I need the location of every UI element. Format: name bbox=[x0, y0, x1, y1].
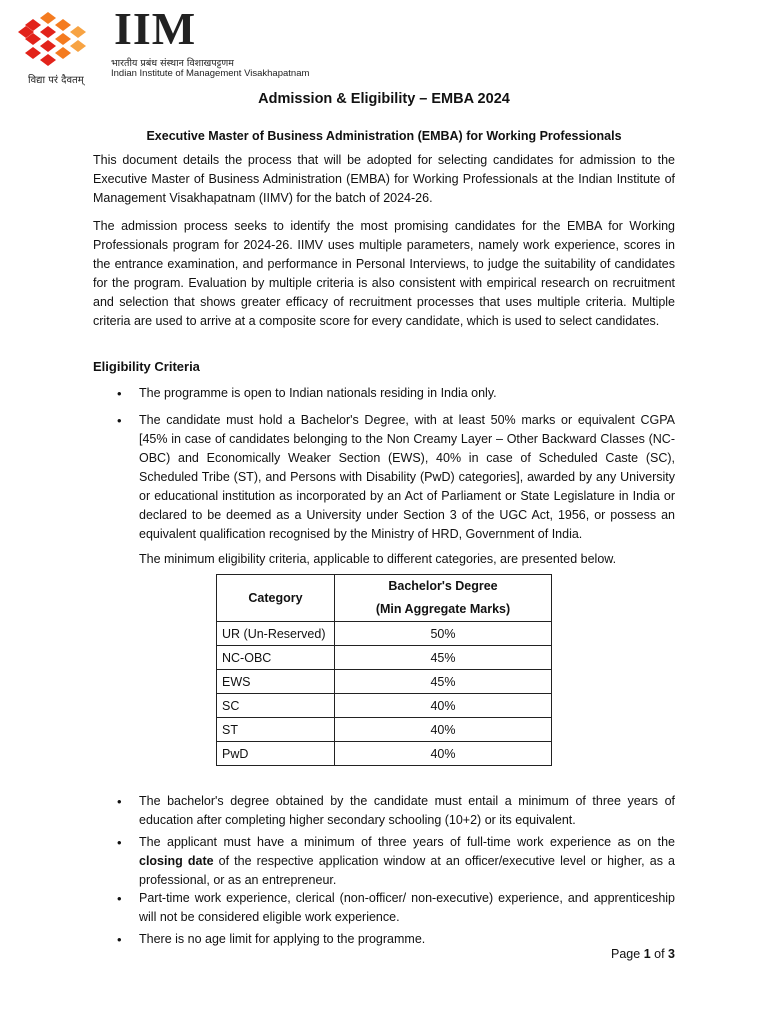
bullet-item-work-experience bbox=[139, 833, 675, 890]
institute-name-english: Indian Institute of Management Visakhapatnam bbox=[111, 68, 310, 79]
bullet-item: • There is no age limit for applying to the programme. bbox=[139, 930, 675, 949]
page-current: 1 bbox=[643, 947, 651, 961]
table-cell-category: NC-OBC bbox=[217, 646, 335, 670]
table-cell-category: EWS bbox=[217, 670, 335, 694]
bullet-text: of the respective application window at an officer/executive level or higher, as a professional, or as an entrepreneur. bbox=[139, 854, 675, 887]
table-row bbox=[217, 742, 552, 766]
table-cell-marks: 40% bbox=[335, 694, 552, 718]
page-number bbox=[611, 947, 675, 961]
table-row bbox=[217, 670, 552, 694]
table-header-degree-line1: Bachelor's Degree bbox=[388, 579, 498, 593]
table-cell-marks: 45% bbox=[335, 646, 552, 670]
page-total: 3 bbox=[668, 947, 675, 961]
page-label: Page bbox=[611, 947, 641, 961]
table-cell-marks: 45% bbox=[335, 670, 552, 694]
min-criteria-text: The minimum eligibility criteria, applicable to different categories, are presented below. bbox=[139, 552, 617, 566]
table-row bbox=[217, 718, 552, 742]
document-title: Admission & Eligibility – EMBA 2024 bbox=[258, 91, 510, 107]
iim-logo-icon bbox=[14, 8, 104, 68]
intro-paragraph: This document details the process that will be adopted for selecting candidates for admission to the Executive Master of Business Administration (EMBA) for Working Professionals at the Indian Institute of Management Visakhapatnam (IIMV) for the batch of 2024-26. bbox=[93, 153, 675, 205]
bullet-item: • The bachelor's degree obtained by the candidate must entail a minimum of three years of education after completing higher secondary schooling (10+2) or its equivalent. bbox=[139, 792, 675, 830]
admission-process-paragraph: The admission process seeks to identify the most promising candidates for the EMBA for Working Professionals program for 2024-26. IIMV uses multiple parameters, namely work experience, scores in the entrance examination, and performance in Personal Interviews, to judge the suitability of candidates for the program. Evaluation by multiple criteria is also consistent with empirical research on recruitment and selection that shows greater efficacy of recruitment processes that uses multiple criteria. Multiple criteria are used to arrive at a composite score for every candidate, which is used to select candidates. bbox=[93, 219, 675, 328]
institute-motto: विद्या परं दैवतम् bbox=[28, 75, 84, 86]
iim-wordmark: IIM bbox=[114, 3, 197, 54]
section-heading-eligibility: Eligibility Criteria bbox=[93, 359, 200, 374]
table-header-degree bbox=[335, 575, 552, 622]
table-cell-category: ST bbox=[217, 718, 335, 742]
institute-header bbox=[14, 3, 344, 88]
bullet-item: • The candidate must hold a Bachelor's Degree, with at least 50% marks or equivalent CGPA [45% in case of candidates belonging to the Non Creamy Layer – Other Backward Classes (NC-OBC) and Economically Weaker Section (EWS), 40% in case of Scheduled Caste (SC), Scheduled Tribe (ST), and Persons with Disability (PwD) categories], awarded by any University or educational institution as incorporated by an Act of Parliament or State Legislature in India or declared to be deemed as a University under Section 3 of the UGC Act, 1956, or possess an equivalent qualification recognised by the Ministry of HRD, Government of India. bbox=[139, 411, 675, 544]
table-cell-marks: 40% bbox=[335, 718, 552, 742]
table-row bbox=[217, 622, 552, 646]
bullet-item: • Part-time work experience, clerical (non-officer/ non-executive) experience, and apprenticeship will not be considered eligible work experience. bbox=[139, 889, 675, 927]
document-subtitle: Executive Master of Business Administration (EMBA) for Working Professionals bbox=[146, 129, 622, 143]
closing-date-emphasis: closing date bbox=[139, 854, 214, 868]
institute-name-hindi: भारतीय प्रबंध संस्थान विशाखपट्टणम bbox=[111, 58, 234, 69]
table-row bbox=[217, 646, 552, 670]
table-header-degree-line2: (Min Aggregate Marks) bbox=[375, 602, 511, 616]
table-row bbox=[217, 694, 552, 718]
table-cell-category: UR (Un-Reserved) bbox=[217, 622, 335, 646]
bullet-item: • The programme is open to Indian nationals residing in India only. bbox=[139, 384, 675, 403]
table-cell-category: PwD bbox=[217, 742, 335, 766]
table-cell-marks: 40% bbox=[335, 742, 552, 766]
bullet-text: The applicant must have a minimum of three years of full-time work experience as on the bbox=[139, 835, 675, 849]
table-cell-category: SC bbox=[217, 694, 335, 718]
table-cell-marks: 50% bbox=[335, 622, 552, 646]
eligibility-table bbox=[216, 574, 552, 766]
table-header-category: Category bbox=[217, 575, 335, 622]
page-of: of bbox=[654, 947, 665, 961]
table-header-row bbox=[217, 575, 552, 622]
